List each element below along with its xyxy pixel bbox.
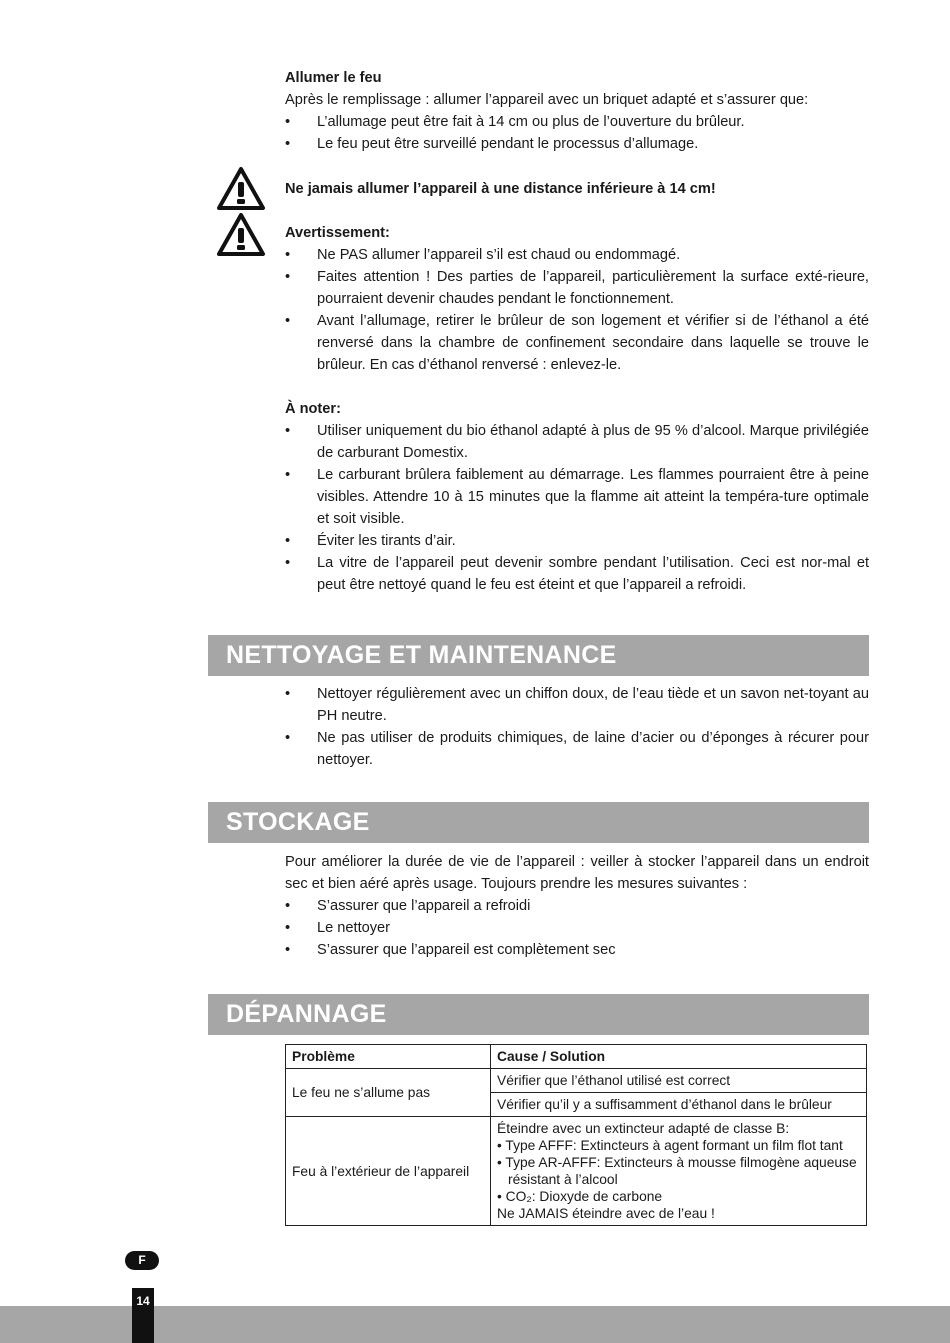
section-allumer [285, 67, 869, 155]
solution-cell [491, 1117, 867, 1226]
problem-cell: Le feu ne s’allume pas [286, 1069, 491, 1117]
section-avertissement [285, 222, 869, 376]
allumer-intro: Après le remplissage : allumer l’appareil avec un briquet adapté et s’assurer que: [285, 92, 809, 108]
list-item: • Nettoyer régulièrement avec un chiffon doux, de l’eau tiède et un savon net-toyant au PH neutre. [285, 686, 869, 724]
stockage-intro: Pour améliorer la durée de vie de l’appareil : veiller à stocker l’appareil dans un endroit sec et bien aéré après usage. Toujours prendre les mesures suivantes : [285, 854, 869, 892]
solution-line: Éteindre avec un extincteur adapté de classe B: [497, 1121, 790, 1136]
list-item: • Éviter les tirants d’air. [285, 533, 456, 549]
list-item: • S’assurer que l’appareil a refroidi [285, 898, 531, 914]
list-item: • S’assurer que l’appareil est complètement sec [285, 942, 616, 958]
list-item: • Le carburant brûlera faiblement au démarrage. Les flammes pourraient être à peine visibles. Attendre 10 à 15 minutes que la flamme ait atteint la tempéra-ture optimale et soit visible. [285, 467, 869, 527]
anoter-list [285, 420, 869, 596]
distance-warning: Ne jamais allumer l’appareil à une distance inférieure à 14 cm! [285, 181, 716, 197]
section-nettoyage [285, 683, 869, 771]
section-stockage [285, 851, 869, 961]
solution-line: • CO₂: Dioxyde de carbone [497, 1189, 663, 1204]
list-item: • L’allumage peut être fait à 14 cm ou plus de l’ouverture du brûleur. [285, 114, 745, 130]
column-header-problem: Problème [286, 1045, 491, 1069]
page-number: 14 [132, 1288, 154, 1343]
solution-line: Ne JAMAIS éteindre avec de l’eau ! [497, 1206, 715, 1221]
table-row [286, 1069, 867, 1093]
anoter-heading: À noter: [285, 401, 341, 417]
problem-cell: Feu à l’extérieur de l’appareil [286, 1117, 491, 1226]
avertissement-heading: Avertissement: [285, 225, 390, 241]
stockage-list [285, 895, 869, 961]
section-title-stockage: STOCKAGE [208, 802, 869, 843]
list-item: • Ne pas utiliser de produits chimiques, de laine d’acier ou d’éponges à récurer pour nettoyer. [285, 730, 869, 768]
warning-triangle-icon [216, 166, 266, 211]
allumer-heading: Allumer le feu [285, 70, 382, 86]
table-header-row [286, 1045, 867, 1069]
list-item: • Ne PAS allumer l’appareil s’il est chaud ou endommagé. [285, 247, 681, 263]
list-item: • Faites attention ! Des parties de l’appareil, particulièrement la surface exté-rieure, pourraient devenir chaudes pendant le fonctionnement. [285, 269, 869, 307]
troubleshooting-table [285, 1044, 867, 1226]
solution-cell: Vérifier qu’il y a suffisamment d’éthanol dans le brûleur [491, 1093, 867, 1117]
solution-line: • Type AR-AFFF: Extincteurs à mousse filmogène aqueuse résistant à l’alcool [497, 1155, 857, 1187]
table-row [286, 1117, 867, 1226]
allumer-list [285, 111, 869, 155]
column-header-solution: Cause / Solution [491, 1045, 867, 1069]
solution-line: • Type AFFF: Extincteurs à agent formant un film flot tant [497, 1138, 843, 1153]
list-item: • Le feu peut être surveillé pendant le processus d’allumage. [285, 136, 699, 152]
language-badge: F [125, 1251, 159, 1270]
solution-cell: Vérifier que l’éthanol utilisé est correct [491, 1069, 867, 1093]
list-item: • Avant l’allumage, retirer le brûleur de son logement et vérifier si de l’éthanol a été renversé dans la chambre de confinement secondaire dans laquelle se trouve le brûleur. En cas d’éthanol renversé : enlevez-le. [285, 313, 869, 373]
nettoyage-list [285, 683, 869, 771]
section-title-nettoyage: NETTOYAGE ET MAINTENANCE [208, 635, 869, 676]
warning-triangle-icon [216, 212, 266, 257]
list-item: • Le nettoyer [285, 920, 391, 936]
section-title-depannage: DÉPANNAGE [208, 994, 869, 1035]
list-item: • Utiliser uniquement du bio éthanol adapté à plus de 95 % d’alcool. Marque privilégiée de carburant Domestix. [285, 423, 869, 461]
list-item: • La vitre de l’appareil peut devenir sombre pendant l’utilisation. Ceci est nor-mal et peut être nettoyé quand le feu est éteint et que l’appareil a refroidi. [285, 555, 869, 593]
avertissement-list [285, 244, 869, 376]
section-a-noter [285, 398, 869, 596]
